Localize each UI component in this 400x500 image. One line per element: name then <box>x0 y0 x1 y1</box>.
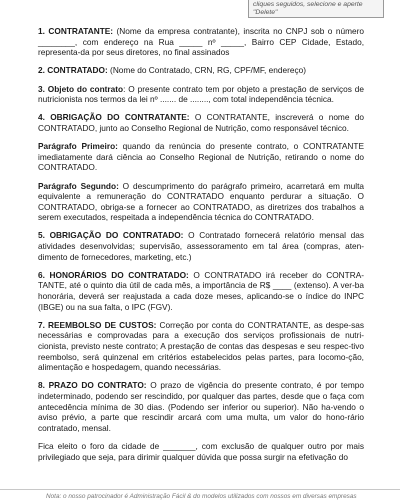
clause-text: Correção por conta do CONTRATANTE, as despe-sas necessárias e comprovadas para a execução dos serviços profissionais de nutri-cionista, previsto neste contrato; A prestação de contas das despesas e seu respec-tivo reembolso, será quinzenal em critérios estabelecidos pelas partes, para locomo-ção, alimentação e hospedagem, quando necessárias. <box>38 319 364 373</box>
clause-title: 3. Objeto do contrato <box>38 83 124 94</box>
clause-text: O CONTRATANTE, inscreverá o nome do CONTRATADO, junto ao Conselho Regional de Nutrição, como responsável técnico. <box>38 112 364 133</box>
clause-title: Parágrafo Primeiro: <box>38 141 118 152</box>
clause-title: 6. HONORÁRIOS DO CONTRATADO: <box>38 269 189 280</box>
clause-title: 8. PRAZO DO CONTRATO: <box>38 380 147 391</box>
paragrafo-segundo <box>38 181 364 223</box>
clause-text: O descumprimento do parágrafo primeiro, acarretará em multa equivalente a remuneração do CONTRATADO enquanto perdurar a situação. O CONTRATADO, obriga-se a fornecer ao CONTRATADO, as diretrizes dos trabalhos a serem executados, respeitada a independência técnica do CONTRATADO. <box>38 180 364 223</box>
clause-obrigacao-contratante <box>38 112 364 133</box>
clause-contratado <box>38 65 364 76</box>
clause-title: 5. OBRIGAÇÃO DO CONTRATADO: <box>38 230 184 241</box>
instruction-note: cliques seguidos, selecione e aperte "Delete" <box>248 0 384 18</box>
clause-text: (Nome da empresa contratante), inscrita no CNPJ sob o número ________, com endereço na Rua _____ nº _____, Bairro CEP Cidade, Estado, representa-da por seus diretores, no final assinados <box>38 26 364 58</box>
contract-document <box>38 26 364 470</box>
clause-reembolso <box>38 320 364 373</box>
clause-title: 2. CONTRATADO: <box>38 65 108 76</box>
clause-title: 4. OBRIGAÇÃO DO CONTRATANTE: <box>38 112 190 123</box>
clause-obrigacao-contratado <box>38 230 364 262</box>
clause-prazo <box>38 380 364 433</box>
clause-contratante <box>38 26 364 58</box>
clause-objeto <box>38 84 364 105</box>
clause-text: O prazo de vigência do presente contrato, é por tempo indeterminado, podendo ser rescindido, por qualquer das partes, desde que o faça com antecedência mínima de 30 dias. (Podendo ser inferior ou superior). Não ha-vendo o aviso prévio, a parte que rescindir arcará com uma multa, um valor do hono-rário contratado, mensal. <box>38 380 364 433</box>
clause-text: O CONTRATADO irá receber do CONTRA-TANTE, até o quinto dia útil de cada mês, a importância de R$ ____ (extenso). A ver-ba honorária, deverá ser reajustada a cada doze meses, aplicando-se o índice do INPC (IBGE) ou na sua falta, o IPC (FGV). <box>38 269 364 312</box>
clause-text: Fica eleito o foro da cidade de _______, com exclusão de qualquer outro por mais privilegiado que seja, para dirimir qualquer dúvida que possa surgir na efetivação do <box>38 440 364 462</box>
clause-foro <box>38 441 364 462</box>
clause-honorarios <box>38 270 364 312</box>
clause-text: : O presente contrato tem por objeto a prestação de serviços de nutricionista nos termos da lei nº ....... de ........, com total independência técnica. <box>38 83 364 105</box>
clause-text: O Contratado fornecerá relatório mensal das atividades desenvolvidas; supervisão, assessoramento em tal área (compras, aten-dimento de fornecedores, marketing, etc.) <box>38 230 364 262</box>
clause-title: 7. REEMBOLSO DE CUSTOS: <box>38 319 157 330</box>
clause-title: 1. CONTRATANTE: <box>38 26 114 36</box>
paragrafo-primeiro <box>38 141 364 173</box>
clause-text: quando da renúncia do presente contrato, o CONTRATANTE imediatamente dará ciência ao Conselho Regional de Nutrição, retirando o nome do CONTRATADO. <box>38 141 364 173</box>
footer-note: Nota: o nosso patrocinador é Administração Fácil & do modelos utilizados com nossos em diversas empresas <box>0 489 400 500</box>
clause-title: Parágrafo Segundo: <box>38 180 119 191</box>
clause-text: (Nome do Contratado, CRN, RG, CPF/MF, endereço) <box>107 65 307 76</box>
